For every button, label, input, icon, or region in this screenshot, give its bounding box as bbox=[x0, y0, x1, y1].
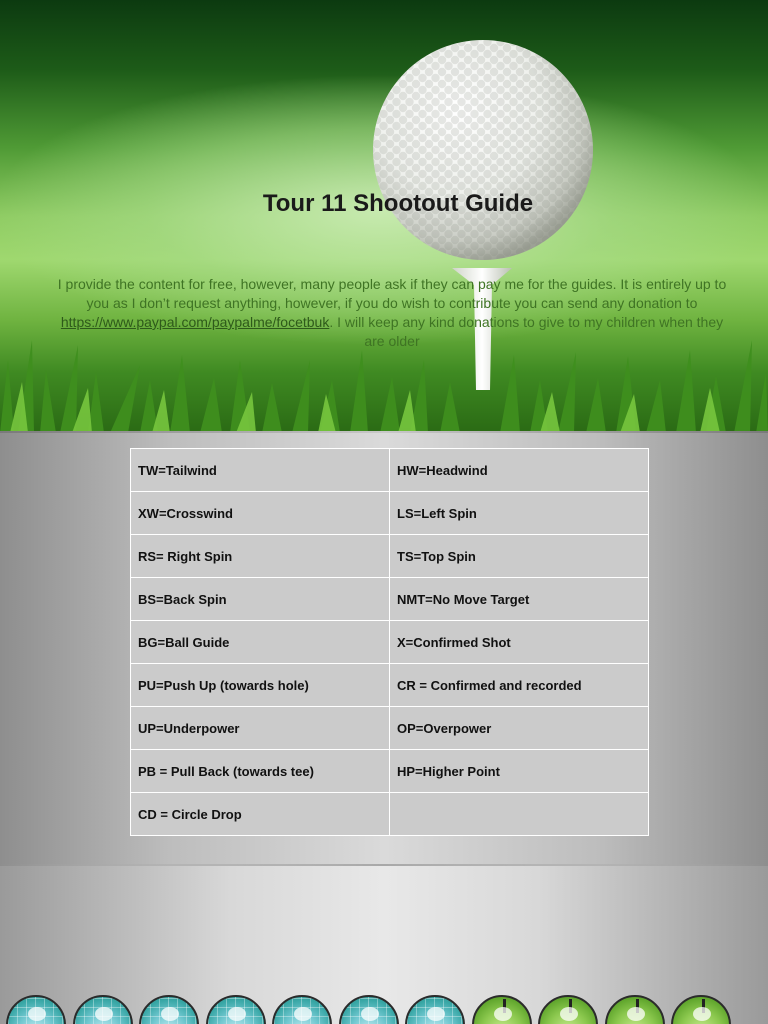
hole-thumbnail bbox=[139, 995, 199, 1024]
ball-marker bbox=[294, 1007, 312, 1021]
section-divider bbox=[0, 431, 768, 433]
table-cell: HW=Headwind bbox=[390, 449, 649, 492]
table-row bbox=[131, 750, 649, 793]
table-cell: XW=Crosswind bbox=[131, 492, 390, 535]
table-cell: TW=Tailwind bbox=[131, 449, 390, 492]
hole-thumbnail bbox=[73, 995, 133, 1024]
table-cell: NMT=No Move Target bbox=[390, 578, 649, 621]
ball-marker bbox=[494, 1007, 512, 1021]
ball-marker bbox=[228, 1007, 246, 1021]
intro-paragraph bbox=[52, 275, 732, 351]
hole-thumbnail bbox=[272, 995, 332, 1024]
page-title: Tour 11 Shootout Guide bbox=[262, 190, 534, 217]
hole-thumbnail bbox=[538, 995, 598, 1024]
table-cell: RS= Right Spin bbox=[131, 535, 390, 578]
ball-marker bbox=[627, 1007, 645, 1021]
table-row bbox=[131, 449, 649, 492]
table-row bbox=[131, 621, 649, 664]
hole-thumbnail bbox=[671, 995, 731, 1024]
ball-marker bbox=[28, 1007, 46, 1021]
grass-blades bbox=[0, 340, 768, 433]
table-cell: CR = Confirmed and recorded bbox=[390, 664, 649, 707]
hole-thumbnail bbox=[605, 995, 665, 1024]
table-row bbox=[131, 578, 649, 621]
hole-thumbnail bbox=[472, 995, 532, 1024]
hole-thumbnail bbox=[339, 995, 399, 1024]
table-cell: X=Confirmed Shot bbox=[390, 621, 649, 664]
table-cell: OP=Overpower bbox=[390, 707, 649, 750]
table-row bbox=[131, 492, 649, 535]
table-cell: HP=Higher Point bbox=[390, 750, 649, 793]
table-row bbox=[131, 793, 649, 836]
hero-banner bbox=[0, 0, 768, 433]
ball-marker bbox=[95, 1007, 113, 1021]
table-cell-empty bbox=[390, 793, 649, 836]
ball-marker bbox=[161, 1007, 179, 1021]
intro-text-after-link: . I will keep any kind donations to give to my children when they are older bbox=[329, 314, 724, 349]
table-row bbox=[131, 707, 649, 750]
hole-thumbnail bbox=[206, 995, 266, 1024]
table-row bbox=[131, 535, 649, 578]
ball-marker bbox=[560, 1007, 578, 1021]
table-row bbox=[131, 664, 649, 707]
table-cell: PB = Pull Back (towards tee) bbox=[131, 750, 390, 793]
hole-thumbnail bbox=[6, 995, 66, 1024]
table-cell: UP=Underpower bbox=[131, 707, 390, 750]
intro-text-before-link: I provide the content for free, however, many people ask if they can pay me for the guides. It is entirely up to you as I don’t request anything, however, if you do wish to contribute you can send any donation to bbox=[57, 276, 727, 311]
table-cell: CD = Circle Drop bbox=[131, 793, 390, 836]
ball-marker bbox=[693, 1007, 711, 1021]
donation-link[interactable]: https://www.paypal.com/paypalme/focetbuk bbox=[60, 314, 330, 330]
ball-marker bbox=[427, 1007, 445, 1021]
table-cell: LS=Left Spin bbox=[390, 492, 649, 535]
ball-marker bbox=[361, 1007, 379, 1021]
table-cell: PU=Push Up (towards hole) bbox=[131, 664, 390, 707]
hole-thumbnail bbox=[405, 995, 465, 1024]
table-cell: BS=Back Spin bbox=[131, 578, 390, 621]
table-cell: BG=Ball Guide bbox=[131, 621, 390, 664]
hole-thumbnail-strip bbox=[6, 995, 768, 1024]
abbreviation-glossary-table bbox=[130, 448, 649, 836]
table-cell: TS=Top Spin bbox=[390, 535, 649, 578]
